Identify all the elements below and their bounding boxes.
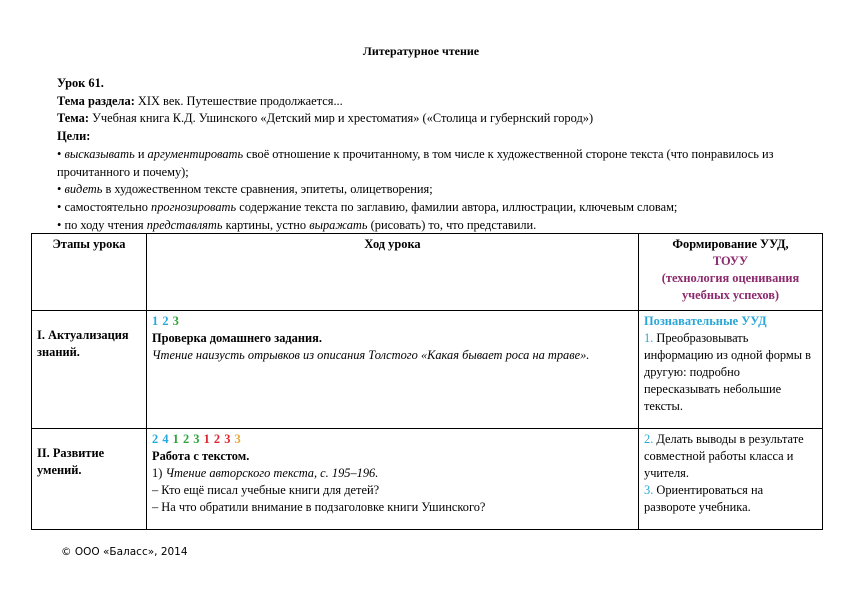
goal-text: в художественном тексте сравнения, эпитеты, олицетворения; [102, 182, 433, 197]
uud-item-number: 2. [644, 432, 654, 446]
number-mark: 2 [152, 432, 159, 446]
goal-item [57, 146, 823, 181]
uud-item [644, 330, 817, 415]
bullet: • [57, 199, 62, 214]
number-mark: 1 [172, 432, 180, 446]
color-numbers [152, 313, 633, 330]
color-numbers [152, 431, 633, 448]
uud-cell [639, 429, 823, 530]
process-cell [147, 429, 639, 530]
goal-text: по ходу чтения [61, 217, 147, 232]
process-heading: Работа с текстом. [152, 449, 250, 463]
process-line: – Кто ещё писал учебные книги для детей? [152, 483, 380, 497]
stage-cell: I. Актуализация знаний. [32, 311, 147, 429]
number-mark: 3 [193, 432, 200, 446]
number-mark: 4 [162, 432, 170, 446]
goal-verb: видеть [64, 182, 103, 197]
number-mark: 1 [152, 314, 159, 328]
table-header-row [32, 234, 823, 311]
subitem-number: 1) [152, 466, 163, 480]
process-text: Чтение наизусть отрывков из описания Толстого «Какая бывает роса на траве». [152, 348, 590, 362]
header-process: Ход урока [147, 234, 639, 311]
goal-verb: представлять [146, 217, 223, 232]
number-mark: 2 [213, 432, 221, 446]
table-row [32, 311, 823, 429]
number-mark: 3 [172, 314, 180, 328]
goal-verb: прогнозировать [151, 199, 237, 214]
uud-item-number: 3. [644, 483, 654, 497]
uud-item [644, 431, 817, 482]
process-line: – На что обратили внимание в подзаголовке книги Ушинского? [152, 500, 486, 514]
stage-cell: II. Развитие умений. [32, 429, 147, 530]
uud-title: Познавательные УУД [644, 314, 767, 328]
goal-text: своё отношение к прочитанному, в том числе к художественной стороне текста (что понравилось из прочитанного и почему); [57, 146, 774, 179]
goal-text: (рисовать) то, что представили. [367, 217, 537, 232]
uud-item-text: Делать выводы в результате совместной работы класса и учителя. [644, 432, 804, 480]
goal-item [57, 199, 823, 217]
header-stages: Этапы урока [32, 234, 147, 311]
goals-label: Цели: [57, 129, 91, 144]
document-title: Литературное чтение [362, 44, 480, 58]
bullet: • [57, 182, 62, 197]
header-uud-title: Формирование УУД, [672, 237, 789, 251]
header-touu: ТОУУ [712, 254, 749, 268]
number-mark: 2 [182, 432, 190, 446]
uud-item-text: Преобразовывать информацию из одной формы в другую: подробно пересказывать небольшие тексты. [644, 331, 812, 413]
number-mark: 2 [162, 314, 170, 328]
uud-item [644, 482, 817, 516]
section-label: Тема раздела: [57, 93, 135, 108]
process-subitem [152, 465, 633, 482]
goal-verb: аргументировать [147, 146, 244, 161]
number-mark: 3 [224, 432, 231, 446]
uud-cell [639, 311, 823, 429]
section-line [57, 93, 823, 111]
goal-verb: выражать [309, 217, 368, 232]
process-heading: Проверка домашнего задания. [152, 331, 322, 345]
uud-item-text: Ориентироваться на развороте учебника. [644, 483, 764, 514]
subitem-text: Чтение авторского текста, с. 195–196. [165, 466, 379, 480]
lesson-meta [57, 75, 823, 234]
process-cell [147, 311, 639, 429]
footer-copyright: © ООО «Баласс», 2014 [61, 546, 188, 558]
goal-text: картины, устно [222, 217, 310, 232]
goal-text: самостоятельно [61, 199, 152, 214]
bullet: • [57, 146, 62, 161]
goal-verb: высказывать [64, 146, 135, 161]
topic-line [57, 110, 823, 128]
header-touu-full: (технология оценивания учебных успехов) [661, 271, 800, 302]
topic-label: Тема: [57, 111, 89, 126]
uud-item-number: 1. [644, 331, 654, 345]
goal-item [57, 181, 823, 199]
header-uud [639, 234, 823, 311]
bullet: • [57, 217, 62, 232]
table-row [32, 429, 823, 530]
number-mark: 1 [203, 432, 211, 446]
goal-item [57, 217, 823, 235]
number-mark: 3 [234, 432, 242, 446]
lesson-number: Урок 61. [57, 76, 104, 90]
section-value: XIX век. Путешествие продолжается... [134, 93, 343, 108]
goal-text: и [134, 146, 148, 161]
goal-text: содержание текста по заглавию, фамилии автора, иллюстрации, ключевым словам; [236, 199, 678, 214]
topic-value: Учебная книга К.Д. Ушинского «Детский мир и хрестоматия» («Столица и губернский город») [88, 111, 594, 126]
lesson-table [31, 233, 823, 530]
